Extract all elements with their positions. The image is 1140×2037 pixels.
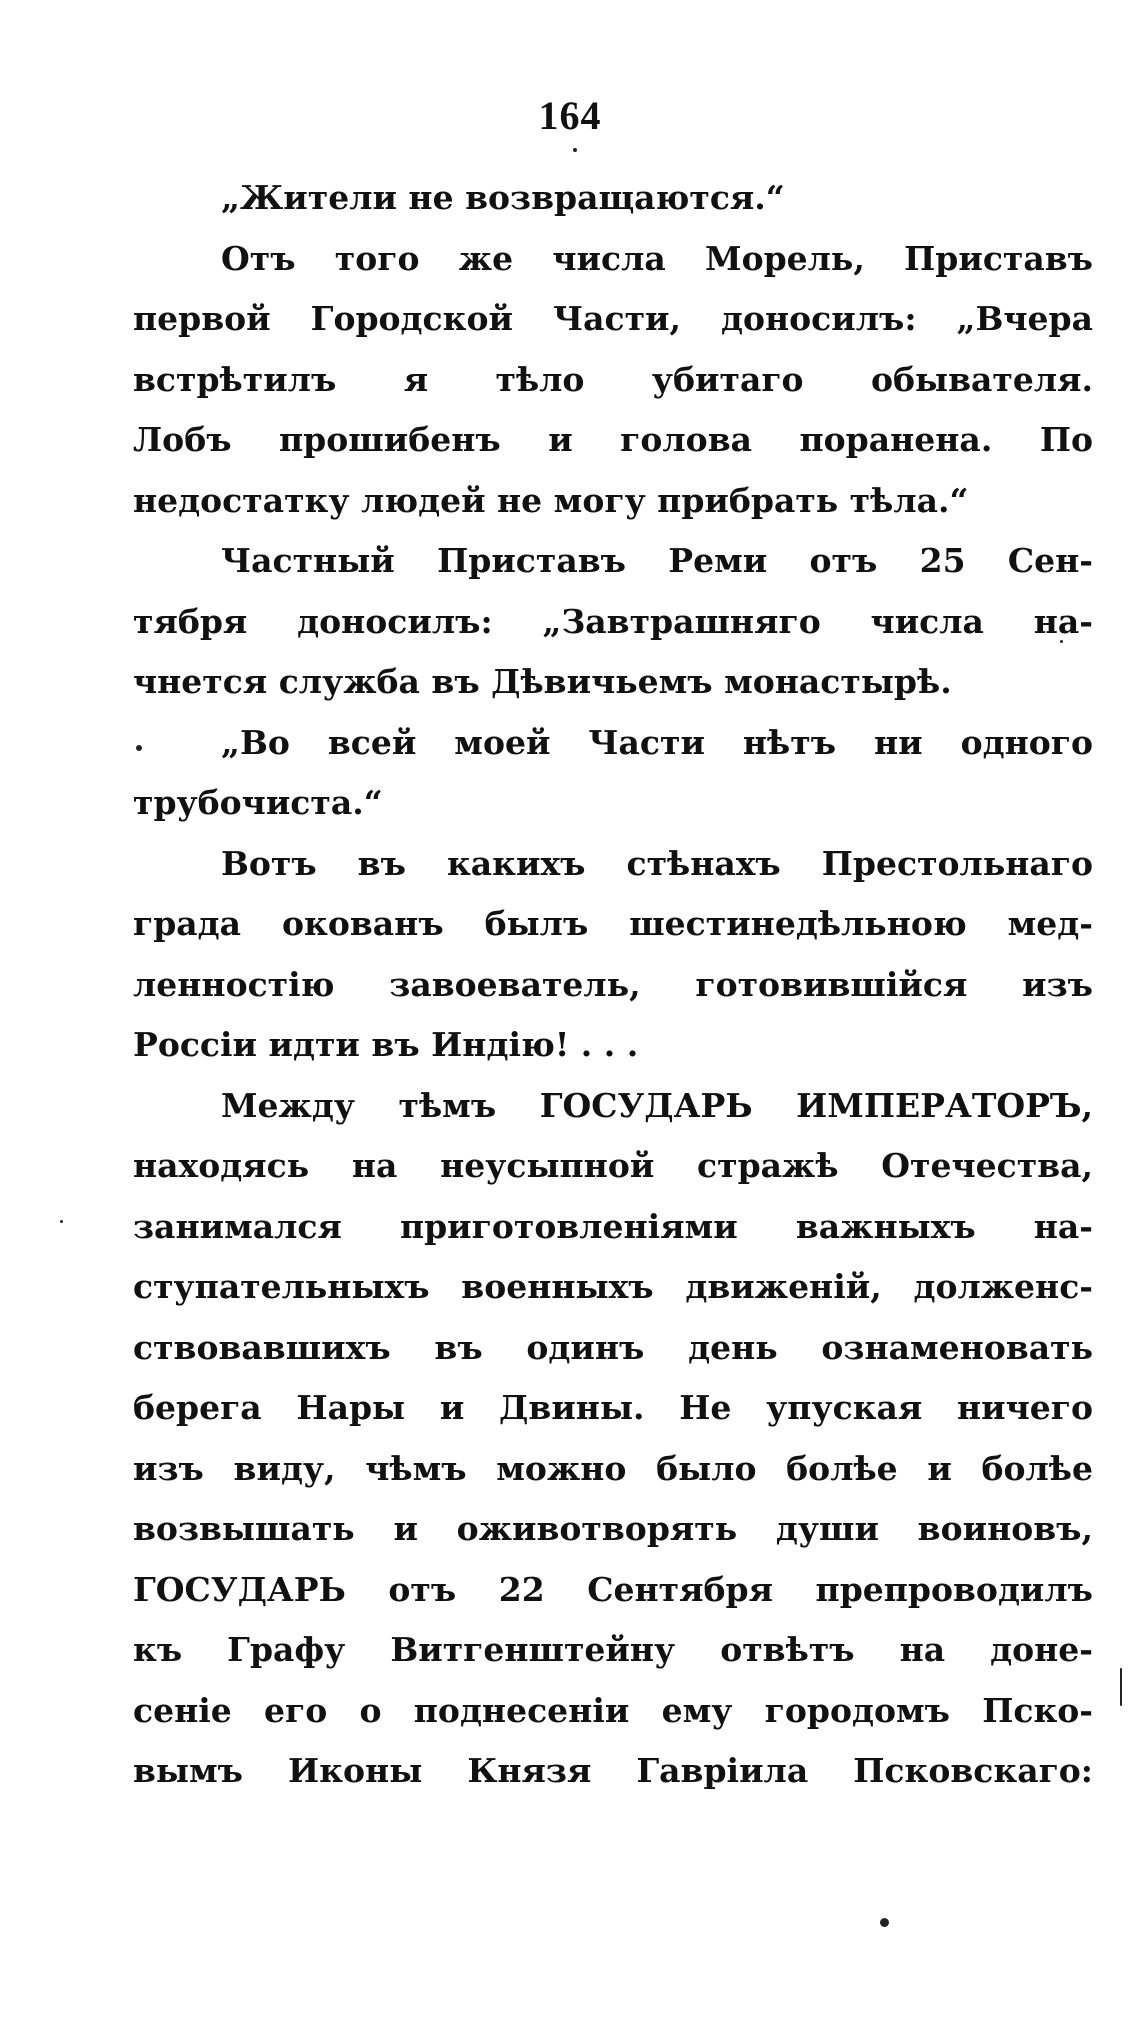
text-line: града окованъ былъ шестинедѣльною мед-: [133, 904, 1093, 943]
text-line: ГОСУДАРЬ отъ 22 Сентября препроводилъ: [133, 1569, 1093, 1609]
text-line: ствовавшихъ въ одинъ день ознаменовать: [133, 1327, 1093, 1367]
text-line: къ Графу Витгенштейну отвѣтъ на доне-: [133, 1630, 1093, 1669]
text-line: берега Нары и Двины. Не упуская ничего: [133, 1388, 1093, 1427]
scan-speck: [573, 148, 577, 152]
text-line: Вотъ въ какихъ стѣнахъ Престольнаго: [221, 843, 1093, 883]
text-line: Частный Приставъ Реми отъ 25 Сен-: [221, 541, 1093, 580]
text-line: Между тѣмъ ГОСУДАРЬ ИМПЕРАТОРЪ,: [221, 1085, 1093, 1125]
text-line: Отъ того же числа Морель, Приставъ: [221, 238, 1093, 278]
text-line: находясь на неусыпной стражѣ Отечества,: [133, 1146, 1093, 1185]
text-line: Россіи идти въ Индію! . . .: [133, 1025, 639, 1064]
text-line: „Жители не возвращаются.“: [221, 178, 785, 217]
text-line: сеніе его о поднесеніи ему городомъ Пско-: [133, 1690, 1093, 1730]
text-line: первой Городской Части, доносилъ: „Вчера: [133, 299, 1093, 338]
text-line: вымъ Иконы Князя Гавріила Псковскаго:: [133, 1751, 1093, 1790]
scan-speck: [60, 1220, 63, 1223]
text-line: занимался приготовленіями важныхъ на-: [133, 1206, 1093, 1246]
text-line: чнется служба въ Дѣвичьемъ монастырѣ.: [133, 662, 952, 701]
text-line: Лобъ прошибенъ и голова поранена. По: [133, 420, 1093, 459]
page-number: 164: [538, 93, 602, 138]
scan-speck: [880, 1918, 889, 1927]
text-line: возвышать и оживотворять души воиновъ,: [133, 1509, 1093, 1548]
text-line: „Во всей моей Части нѣтъ ни одного: [221, 722, 1093, 762]
text-line: ступательныхъ военныхъ движеній, долженс-: [133, 1267, 1093, 1306]
scan-speck: [136, 745, 142, 751]
body-text: [133, 168, 1093, 1802]
text-line: ленностію завоеватель, готовившійся изъ: [133, 964, 1093, 1004]
scan-speck: [1060, 640, 1063, 643]
text-line: изъ виду, чѣмъ можно было болѣе и болѣе: [133, 1448, 1093, 1488]
text-line: тября доносилъ: „Завтрашняго числа на-: [133, 601, 1093, 641]
scan-speck: [1120, 1668, 1122, 1706]
text-line: недостатку людей не могу прибрать тѣла.“: [133, 480, 969, 520]
text-line: трубочиста.“: [133, 783, 383, 822]
text-line: встрѣтилъ я тѣло убитаго обывателя.: [133, 359, 1093, 399]
